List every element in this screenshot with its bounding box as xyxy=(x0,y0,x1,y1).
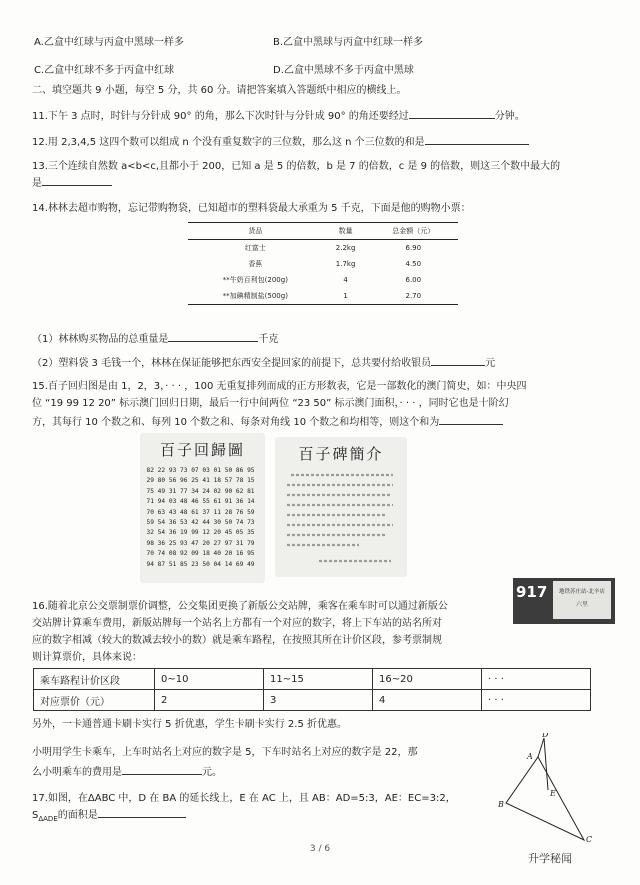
fare-range: 11~15 xyxy=(264,669,373,690)
grid-row: 75 49 31 77 34 24 02 90 62 81 xyxy=(146,487,255,495)
triangle-figure xyxy=(498,733,618,843)
q16-question-text: 么小明乘车的费用是 xyxy=(32,767,122,778)
q12-answer-blank[interactable] xyxy=(425,134,529,145)
q14-sub1-text: （1）林林购买物品的总重量是 xyxy=(32,334,169,345)
q14-sub1 xyxy=(32,331,622,347)
q14-sub2-blank[interactable] xyxy=(431,355,485,366)
q15-line3-text: 方，其每行 10 个数之和、每列 10 个数之和、每条对角线 10 个数之和均相等，则这个和为 xyxy=(32,417,440,428)
q17-answer-blank[interactable] xyxy=(98,807,186,818)
question-15-line2: 位 “19 99 12 20” 标示澳门回归日期，最后一行中间两位 “23 50” 标示澳门面积，· · · ，同时它也是十阶幻 xyxy=(32,398,509,409)
receipt-amount: 2.70 xyxy=(405,292,422,300)
option-c: C.乙盒中红球不多于丙盒中红球 xyxy=(34,65,175,76)
page-number: 3 / 6 xyxy=(309,844,331,854)
question-14-intro: 14.林林去超市购物，忘记带购物袋，已知超市的塑料袋最大承重为 5 千克，下面是他的购物小票： xyxy=(32,203,471,214)
section-heading: 二、填空题共 9 小题，每空 5 分，共 60 分。请把答案填入答题纸中相应的横线上。 xyxy=(32,85,407,96)
q16-question-line1: 小明用学生卡乘车，上车时站名上对应的数字是 5，下车时站名上对应的数字是 22，那 xyxy=(32,747,418,758)
fare-header-label: 乘车路程计价区段 xyxy=(34,669,155,690)
option-d: D.乙盒中黑球不多于丙盒中黑球 xyxy=(273,65,414,76)
q17-s-subscript: ΔADE xyxy=(38,815,58,823)
magic-square-photo xyxy=(140,433,265,583)
bus-route-number: 917 xyxy=(516,583,548,601)
fare-price-label: 对应票价（元） xyxy=(34,690,155,711)
fare-range: · · · xyxy=(482,669,591,690)
grid-row: 82 22 93 73 07 03 01 50 86 95 xyxy=(146,467,255,474)
grid-row: 29 80 56 96 25 41 18 57 78 15 xyxy=(146,477,255,485)
option-a: A.乙盒中红球与丙盒中黑球一样多 xyxy=(34,37,184,48)
bus-stop-name: 地铁苏庄站-北辛店 xyxy=(559,589,605,595)
label-b: B xyxy=(498,800,504,809)
receipt-item: **牛奶百利包(200g) xyxy=(222,276,288,284)
question-15-line3 xyxy=(32,414,622,430)
grid-row: 70 74 08 92 09 18 40 20 16 95 xyxy=(146,550,255,558)
label-d: D xyxy=(542,733,549,739)
fare-price: 2 xyxy=(155,690,264,711)
question-15-line1: 15.百子回归图是由 1，2，3，· · · ，100 无重复排列而成的正方形数表，它是一部数化的澳门简史，如：中央四 xyxy=(32,381,527,392)
grid-row: 59 54 36 53 42 44 30 50 74 73 xyxy=(146,519,255,527)
q13-line2-text: 是 xyxy=(32,178,42,189)
q12-text: 12.用 2,3,4,5 这四个数可以组成 n 个没有重复数字的三位数，那么这 n 个三位数的和是 xyxy=(32,137,425,148)
grid-row: 98 36 25 93 47 20 27 97 31 79 xyxy=(146,539,255,547)
line-de xyxy=(544,738,548,790)
fare-price: · · · xyxy=(482,690,591,711)
receipt-item: 香蕉 xyxy=(248,260,263,268)
q14-sub2-text: （2）塑料袋 3 毛钱一个，林林在保证能够把东西安全提回家的前提下，总共要付给收银员 xyxy=(32,358,432,369)
stele-intro-title: 百子碑簡介 xyxy=(298,445,384,463)
label-a: A xyxy=(527,752,533,761)
receipt-qty: 4 xyxy=(343,276,348,284)
table-row xyxy=(188,272,458,288)
receipt-header-qty: 数量 xyxy=(338,227,353,235)
table-row xyxy=(188,240,458,257)
q16-discount: 另外，一卡通普通卡刷卡实行 5 折优惠，学生卡刷卡实行 2.5 折优惠。 xyxy=(32,719,347,730)
q14-sub1-suffix: 千克 xyxy=(258,334,279,345)
fare-price: 3 xyxy=(264,690,373,711)
q14-sub1-blank[interactable] xyxy=(168,331,258,342)
q14-sub2 xyxy=(32,355,622,371)
brand-watermark: 升学秘闻 xyxy=(528,852,572,865)
q11-suffix: 分钟。 xyxy=(494,111,525,122)
table-row xyxy=(34,669,591,690)
table-row xyxy=(188,256,458,272)
q16-question-suffix: 元。 xyxy=(202,767,222,778)
grid-row: 70 63 43 48 61 37 11 28 76 59 xyxy=(146,508,255,516)
question-12 xyxy=(32,134,622,150)
magic-square-title: 百子回歸圖 xyxy=(159,441,245,459)
receipt-qty: 1 xyxy=(343,292,348,300)
stele-intro-photo xyxy=(275,437,407,577)
q15-answer-blank[interactable] xyxy=(439,414,503,425)
receipt-amount: 6.90 xyxy=(405,244,422,252)
stele-text-lines xyxy=(275,469,407,569)
fare-price: 4 xyxy=(373,690,482,711)
receipt-header-amount: 总金额（元） xyxy=(392,227,435,235)
fare-range: 0~10 xyxy=(155,669,264,690)
receipt-header-item: 货品 xyxy=(248,227,263,235)
table-row xyxy=(188,288,458,305)
q14-sub2-suffix: 元 xyxy=(485,358,496,369)
triangle-abc xyxy=(506,757,584,840)
receipt-header-row xyxy=(188,223,458,240)
receipt-item: 红富士 xyxy=(244,244,266,252)
receipt-table xyxy=(188,222,458,305)
receipt-amount: 6.00 xyxy=(405,276,422,284)
fare-range: 16~20 xyxy=(373,669,482,690)
question-17-line1: 17.如图，在ΔABC 中，D 在 BA 的延长线上，E 在 AC 上，且 AB：AD=5:3，AE：EC=3:2， xyxy=(32,793,456,804)
grid-row: 71 94 03 48 46 55 61 91 36 14 xyxy=(146,498,255,506)
table-row xyxy=(34,690,591,711)
receipt-qty: 1.7kg xyxy=(335,260,356,268)
line-ad-extension xyxy=(538,738,544,757)
q13-answer-blank[interactable] xyxy=(42,175,112,186)
q17-s-symbol: S xyxy=(32,810,39,821)
bus-stop-sub: 六里 xyxy=(575,601,588,608)
receipt-qty: 2.2kg xyxy=(335,244,356,252)
label-e: E xyxy=(550,789,556,798)
q17-line2-text: 的面积是 xyxy=(57,810,98,821)
fare-table xyxy=(33,668,591,711)
label-c: C xyxy=(586,835,593,843)
bus-stop-sign xyxy=(513,578,615,624)
magic-square-grid xyxy=(147,466,259,570)
q11-text: 11.下午 3 点时，时针与分针成 90° 的角，那么下次时针与分针成 90° 的角还要经过 xyxy=(32,111,409,122)
q16-answer-blank[interactable] xyxy=(122,764,202,775)
receipt-item: **加碘精制盐(500g) xyxy=(222,292,288,300)
option-b: B.乙盒中黑球与丙盒中红球一样多 xyxy=(273,37,424,48)
question-13-line1: 13.三个连续自然数 a<b<c,且都小于 200，已知 a 是 5 的倍数，b 是 7 的倍数，c 是 9 的倍数，则这三个数中最大的 xyxy=(32,161,561,172)
q11-answer-blank[interactable] xyxy=(409,108,495,119)
receipt-amount: 4.50 xyxy=(405,260,422,268)
shopping-receipt xyxy=(188,222,458,305)
question-16-line3: 应的数字相减（较大的数减去较小的数）就是乘车路程，在按照其所在计价区段，参考票制规 xyxy=(32,635,442,646)
question-11 xyxy=(32,108,622,124)
question-13-line2 xyxy=(32,175,622,191)
grid-row: 94 87 51 85 23 50 04 14 69 49 xyxy=(146,560,255,568)
question-16-line4: 则计算票价，具体来说： xyxy=(32,652,142,663)
question-16-line1: 16.随着北京公交票制票价调整，公交集团更换了新版公交站牌，乘客在乘车时可以通过新版公 xyxy=(32,601,448,612)
grid-row: 32 54 36 19 99 12 20 45 05 35 xyxy=(146,529,255,537)
question-16-line2: 交站牌计算乘车费用，新版站牌每一个站名上方都有一个对应的数字，将上下车站的站名所对 xyxy=(32,618,442,629)
